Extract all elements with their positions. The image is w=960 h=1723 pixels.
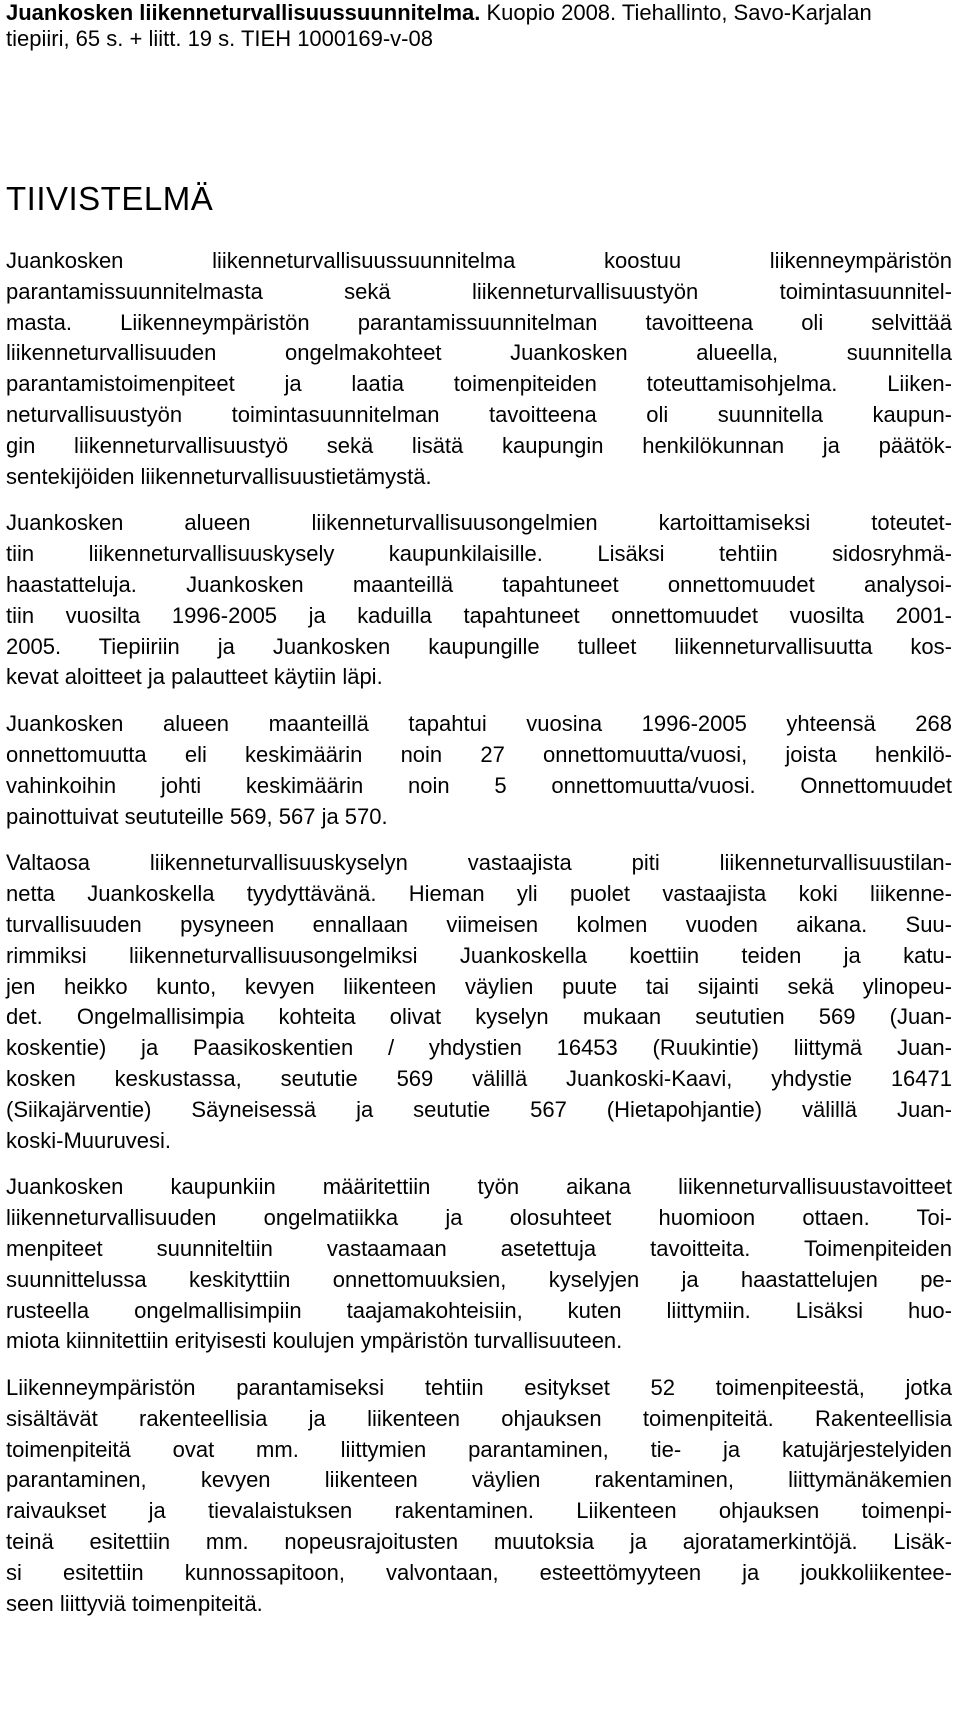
section-heading: TIIVISTELMÄ <box>6 180 214 217</box>
text-line: gin liikenneturvallisuustyö sekä lisätä kaupungin henkilökunnan ja päätök- <box>6 432 952 458</box>
text-line: rusteella ongelmallisimpiin taajamakohteisiin, kuten liittymiin. Lisäksi huo- <box>6 1297 952 1323</box>
abstract-paragraph <box>6 709 952 832</box>
text-line: liikenneturvallisuuden ongelmakohteet Juankosken alueella, suunnitella <box>6 340 952 366</box>
text-line: Juankosken alueen liikenneturvallisuusongelmien kartoittamiseksi toteutet- <box>6 510 952 536</box>
text-line: Juankosken kaupunkiin määritettiin työn aikana liikenneturvallisuustavoitteet <box>6 1174 952 1200</box>
abstract-paragraph <box>6 1172 952 1357</box>
text-line: kevat aloitteet ja palautteet käytiin läpi. <box>6 664 383 690</box>
text-line: sentekijöiden liikenneturvallisuustietämystä. <box>6 463 432 489</box>
text-line: menpiteet suunniteltiin vastaamaan asetettuja tavoitteita. Toimenpiteiden <box>6 1235 952 1261</box>
text-line: vahinkoihin johti keskimäärin noin 5 onnettomuutta/vuosi. Onnettomuudet <box>6 772 952 798</box>
text-line: parantamistoimenpiteet ja laatia toimenpiteiden toteuttamisohjelma. Liiken- <box>6 371 952 397</box>
text-line: masta. Liikenneympäristön parantamissuunnitelman tavoitteena oli selvittää <box>6 309 952 335</box>
abstract-paragraph <box>6 848 952 1156</box>
text-line: parantamissuunnitelmasta sekä liikenneturvallisuustyön toimintasuunnitel- <box>6 278 952 304</box>
header-line-1 <box>6 0 952 26</box>
text-line: painottuivat seututeille 569, 567 ja 570. <box>6 803 388 829</box>
text-line: Juankosken liikenneturvallisuussuunnitelma koostuu liikenneympäristön <box>6 248 952 273</box>
header-line-2: tiepiiri, 65 s. + liitt. 19 s. TIEH 1000169-v-08 <box>6 26 433 51</box>
document-page <box>6 0 952 1616</box>
bibliographic-header <box>6 0 952 52</box>
text-line: det. Ongelmallisimpia kohteita olivat kyselyn mukaan seututien 569 (Juan- <box>6 1004 952 1030</box>
text-line: parantaminen, kevyen liikenteen väylien rakentaminen, liittymänäkemien <box>6 1467 952 1493</box>
text-line: miota kiinnitettiin erityisesti koulujen ympäristön turvallisuuteen. <box>6 1328 623 1354</box>
text-line: jen heikko kunto, kevyen liikenteen väylien puute tai sijainti sekä ylinopeu- <box>6 973 952 999</box>
text-line: turvallisuuden pysyneen ennallaan viimeisen kolmen vuoden aikana. Suu- <box>6 911 952 937</box>
header-publication-info: Kuopio 2008. Tiehallinto, Savo-Karjalan <box>480 0 872 25</box>
abstract-paragraph <box>6 246 952 492</box>
text-line: toimenpiteitä ovat mm. liittymien parantaminen, tie- ja katujärjestelyiden <box>6 1436 952 1462</box>
text-line: Juankosken alueen maanteillä tapahtui vuosina 1996-2005 yhteensä 268 <box>6 711 952 737</box>
text-line: onnettomuutta eli keskimäärin noin 27 onnettomuutta/vuosi, joista henkilö- <box>6 741 952 767</box>
text-line: (Siikajärventie) Säyneisessä ja seututie 567 (Hietapohjantie) välillä Juan- <box>6 1096 952 1122</box>
text-line: koskentie) ja Paasikoskentien / yhdystien 16453 (Ruukintie) liittymä Juan- <box>6 1035 952 1061</box>
abstract-body <box>6 246 952 1635</box>
text-line: raivaukset ja tievalaistuksen rakentaminen. Liikenteen ohjauksen toimenpi- <box>6 1498 952 1524</box>
text-line: koski-Muuruvesi. <box>6 1127 172 1153</box>
report-title: Juankosken liikenneturvallisuussuunnitelma. <box>6 0 481 25</box>
text-line: sisältävät rakenteellisia ja liikenteen ohjauksen toimenpiteitä. Rakenteellisia <box>6 1405 952 1431</box>
text-line: si esitettiin kunnossapitoon, valvontaan, esteettömyyteen ja joukkoliikentee- <box>6 1559 952 1585</box>
text-line: tiin liikenneturvallisuuskysely kaupunkilaisille. Lisäksi tehtiin sidosryhmä- <box>6 541 952 567</box>
text-line: netta Juankoskella tyydyttävänä. Hieman yli puolet vastaajista koki liikenne- <box>6 881 952 907</box>
text-line: teinä esitettiin mm. nopeusrajoitusten muutoksia ja ajoratamerkintöjä. Lisäk- <box>6 1529 952 1555</box>
abstract-paragraph <box>6 1373 952 1619</box>
text-line: neturvallisuustyön toimintasuunnitelman tavoitteena oli suunnitella kaupun- <box>6 401 952 427</box>
text-line: kosken keskustassa, seututie 569 välillä Juankoski-Kaavi, yhdystie 16471 <box>6 1065 952 1091</box>
text-line: Liikenneympäristön parantamiseksi tehtiin esitykset 52 toimenpiteestä, jotka <box>6 1375 952 1401</box>
text-line: haastatteluja. Juankosken maanteillä tapahtuneet onnettomuudet analysoi- <box>6 571 952 597</box>
text-line: seen liittyviä toimenpiteitä. <box>6 1590 263 1616</box>
abstract-paragraph <box>6 508 952 693</box>
text-line: tiin vuosilta 1996-2005 ja kaduilla tapahtuneet onnettomuudet vuosilta 2001- <box>6 602 952 628</box>
text-line: suunnittelussa keskityttiin onnettomuuksien, kyselyjen ja haastattelujen pe- <box>6 1266 952 1292</box>
text-line: Valtaosa liikenneturvallisuuskyselyn vastaajista piti liikenneturvallisuustilan- <box>6 850 952 876</box>
text-line: rimmiksi liikenneturvallisuusongelmiksi Juankoskella koettiin teiden ja katu- <box>6 942 952 968</box>
text-line: liikenneturvallisuuden ongelmatiikka ja olosuhteet huomioon ottaen. Toi- <box>6 1205 952 1231</box>
text-line: 2005. Tiepiiriin ja Juankosken kaupungille tulleet liikenneturvallisuutta kos- <box>6 633 952 659</box>
